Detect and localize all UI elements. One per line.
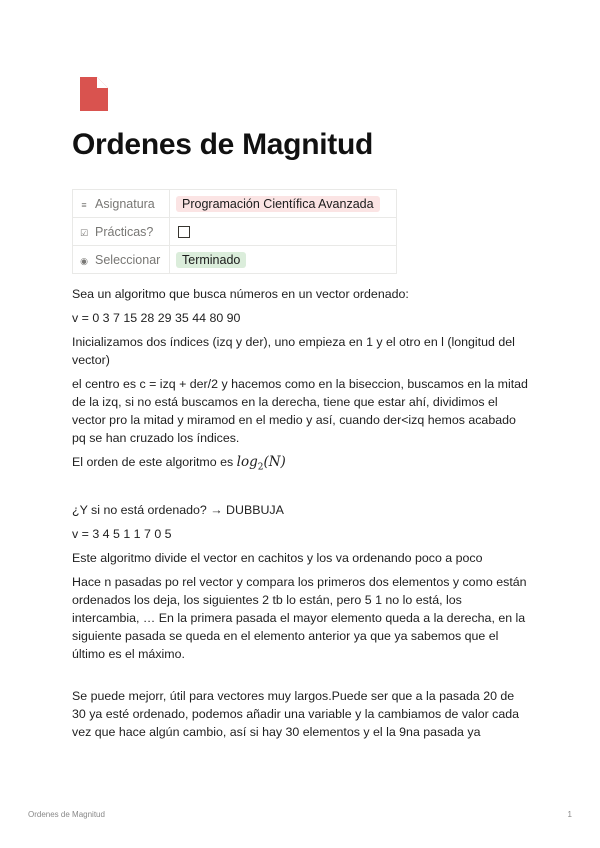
math-subscript: 2 bbox=[257, 462, 264, 473]
paragraph-text: El orden de este algoritmo es bbox=[72, 455, 237, 469]
paragraph: el centro es c = izq + der/2 y hacemos como en la biseccion, buscamos en la mitad de la izq, si no está buscamos en la derecha, tiene que estar ahí, dividimos el vector pro la mitad y miramod en el medio y así, cuando der<izq hemos acabado pq se han cruzado los índices. bbox=[72, 377, 528, 445]
practicas-checkbox[interactable] bbox=[178, 226, 190, 238]
paragraph: Este algoritmo divide el vector en cachitos y los va ordenando poco a poco bbox=[72, 550, 483, 565]
property-label: Seleccionar bbox=[95, 252, 161, 267]
list-icon: ≡ bbox=[81, 199, 87, 210]
property-row-practicas bbox=[73, 218, 397, 246]
footer-page-number: 1 bbox=[567, 810, 572, 819]
property-label: Asignatura bbox=[95, 196, 155, 211]
property-label-cell bbox=[73, 218, 170, 246]
page-document-icon bbox=[80, 77, 108, 111]
spacer bbox=[72, 669, 528, 687]
property-label-cell bbox=[73, 190, 170, 218]
property-value-cell[interactable] bbox=[170, 246, 397, 274]
paragraph: Sea un algoritmo que busca números en un vector ordenado: bbox=[72, 287, 409, 301]
paragraph: Hace n pasadas po rel vector y compara los primeros dos elementos y como están ordenados los deja, los siguientes 2 tb lo están, pero 5 1 no lo está, los intercambia, … En la primera pasada el mayor elemento queda a la derecha, en la siguiente pasada se queda en el elemento anterior ya que ya sabemos que el último es el máximo. bbox=[72, 574, 527, 661]
spacer bbox=[72, 483, 528, 501]
property-row-asignatura bbox=[73, 190, 397, 218]
property-label-cell bbox=[73, 246, 170, 274]
footer-title: Ordenes de Magnitud bbox=[28, 810, 105, 819]
properties-table bbox=[72, 189, 397, 274]
select-icon: ◉ bbox=[80, 255, 88, 266]
property-value-cell[interactable] bbox=[170, 218, 397, 246]
asignatura-tag[interactable]: Programación Científica Avanzada bbox=[176, 196, 380, 212]
checkbox-icon: ☑ bbox=[79, 227, 89, 238]
property-label: Prácticas? bbox=[95, 224, 154, 239]
status-tag[interactable]: Terminado bbox=[176, 252, 246, 268]
paragraph: ¿Y si no está ordenado? → DUBBUJA bbox=[72, 502, 284, 517]
paragraph: Se puede mejorr, útil para vectores muy largos.Puede ser que a la pasada 20 de 30 ya esté ordenado, podemos añadir una variable y la cambiamos de valor cada vez que hace algún cambio, así si hay 30 elementos y el la 9na pasada ya bbox=[72, 688, 520, 739]
property-row-seleccionar bbox=[73, 246, 397, 274]
page-title: Ordenes de Magnitud bbox=[72, 128, 373, 161]
math-fn: log bbox=[236, 454, 258, 470]
math-arg: (N) bbox=[263, 454, 286, 470]
paragraph: Inicializamos dos índices (izq y der), uno empieza en 1 y el otro en l (longitud del vector) bbox=[72, 335, 515, 367]
paragraph-with-math bbox=[72, 453, 528, 477]
page-content bbox=[72, 285, 528, 747]
property-value-cell[interactable] bbox=[170, 190, 397, 218]
paragraph: v = 3 4 5 1 1 7 0 5 bbox=[72, 526, 172, 541]
math-expression bbox=[236, 454, 286, 473]
paragraph: v = 0 3 7 15 28 29 35 44 80 90 bbox=[72, 311, 241, 325]
